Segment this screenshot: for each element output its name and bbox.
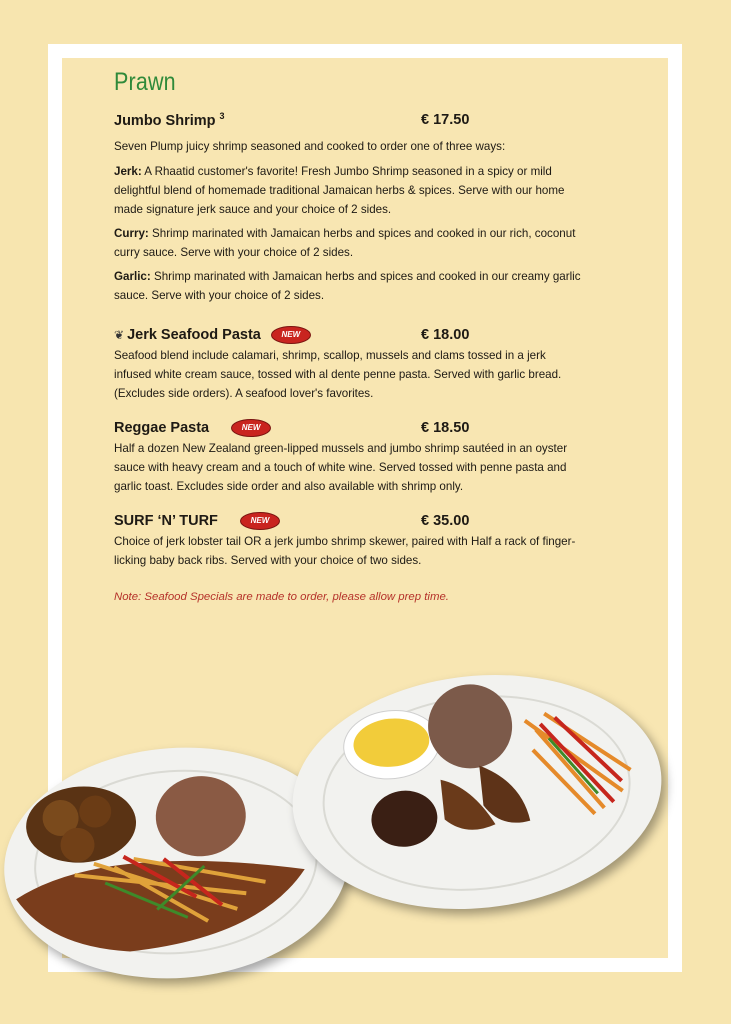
item-description: Seafood blend include calamari, shrimp, scallop, mussels and clams tossed in a jerk infused white cream sauce, tossed with al dente penne pasta. Served with garlic bread. (Excludes side orders). A seafood lover's favorites. (114, 349, 562, 400)
item-price: € 18.50 (421, 420, 470, 436)
item-name: Jerk Seafood Pasta (127, 327, 261, 343)
item-name: Reggae Pasta (114, 420, 210, 436)
item-description: Choice of jerk lobster tail OR a jerk jumbo shrimp skewer, paired with Half a rack of finger-licking baby back ribs. Served with your choice of two sides. (114, 535, 576, 567)
new-badge: NEW (271, 326, 311, 344)
seafood-note: Note: Seafood Specials are made to order, please allow prep time. (114, 591, 449, 603)
section-title: Prawn (114, 68, 176, 96)
menu-item-jerk-seafood-pasta (114, 324, 584, 403)
item-description: Half a dozen New Zealand green-lipped mussels and jumbo shrimp sautéed in an oyster sauce with heavy cream and a touch of white wine. Served tossed with penne pasta and garlic toast. Excludes side order and also available with shrimp only. (114, 442, 568, 493)
item-intro: Seven Plump juicy shrimp seasoned and cooked to order one of three ways: (114, 140, 506, 153)
new-badge: NEW (240, 512, 280, 530)
shrimp-plate-food (281, 657, 673, 926)
item-price: € 18.00 (421, 327, 470, 343)
option-garlic: Garlic: Shrimp marinated with Jamaican herbs and spices and cooked in our creamy garlic sauce. Serve with your choice of 2 sides. (114, 270, 581, 302)
menu-item-jumbo-shrimp (114, 109, 584, 305)
item-price: € 17.50 (421, 112, 470, 128)
item-name: SURF ‘N’ TURF (114, 513, 218, 529)
option-curry: Curry: Shrimp marinated with Jamaican herbs and spices and cooked in our rich, coconut curry sauce. Serve with your choice of 2 sides. (114, 227, 576, 259)
option-jerk: Jerk: A Rhaatid customer's favorite! Fresh Jumbo Shrimp seasoned in a spicy or mild delightful blend of homemade traditional Jamaican herbs & spices. Serve with our home made signature jerk sauce and your choice of 2 sides. (114, 165, 565, 216)
item-name: Jumbo Shrimp $^3$ (114, 111, 225, 129)
menu-item-surf-n-turf (114, 510, 584, 570)
new-badge: NEW (231, 419, 271, 437)
menu-item-reggae-pasta (114, 417, 584, 496)
item-superscript: 3 (219, 111, 225, 122)
plate-shrimp-photo (281, 657, 673, 926)
item-price: € 35.00 (421, 513, 470, 529)
pepper-icon: ❦ (114, 328, 125, 342)
menu-content (114, 68, 584, 607)
